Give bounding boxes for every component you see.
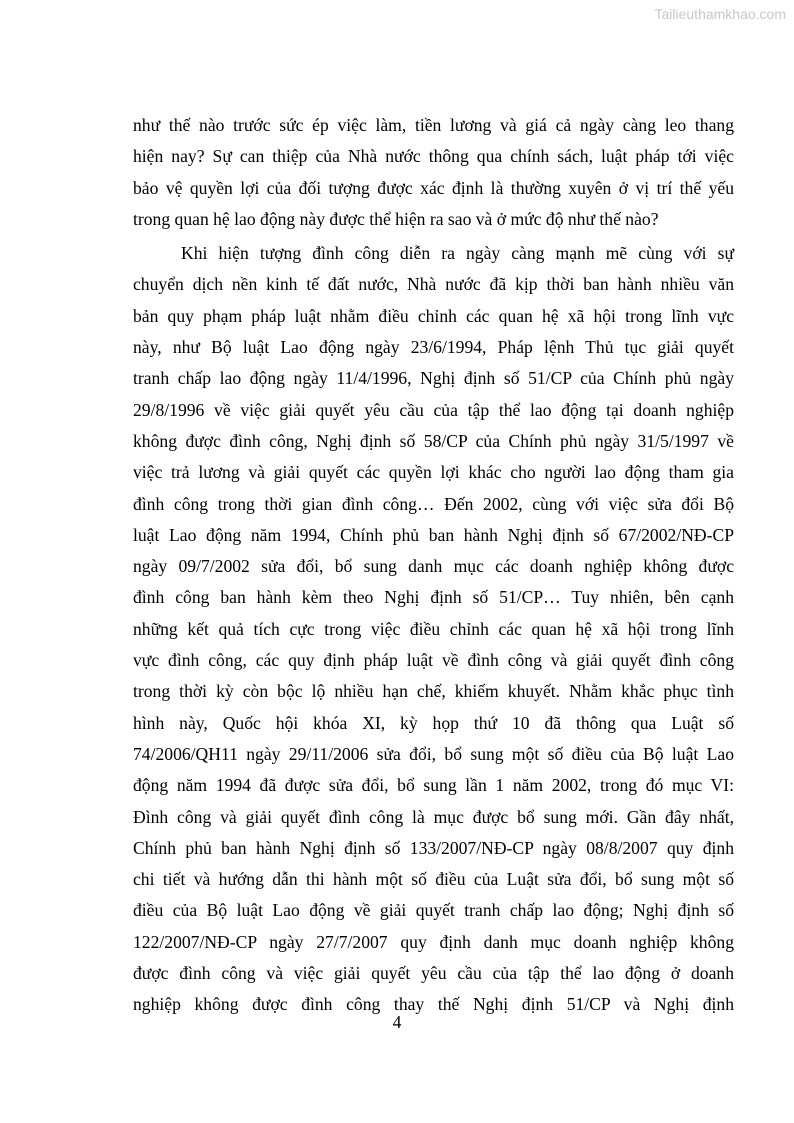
text-line: 29/8/1996 về việc giải quyết yêu cầu của tập thể lao động tại doanh nghiệp bbox=[133, 399, 734, 420]
text-line: trong quan hệ lao động này được thể hiện ra sao và ở mức độ như thế nào? bbox=[133, 208, 659, 229]
page-number: 4 bbox=[392, 1012, 402, 1032]
watermark: Tailieuthamkhao.com bbox=[654, 6, 786, 22]
text-line: hình này, Quốc hội khóa XI, kỳ họp thứ 10 đã thông qua Luật số bbox=[133, 712, 734, 733]
text-line: Khi hiện tượng đình công diễn ra ngày càng mạnh mẽ cùng với sự bbox=[181, 243, 734, 264]
text-line: đình công ban hành kèm theo Nghị định số 51/CP… Tuy nhiên, bên cạnh bbox=[133, 587, 734, 608]
text-line: trong thời kỳ còn bộc lộ nhiều hạn chế, khiếm khuyết. Nhằm khắc phục tình bbox=[133, 681, 734, 702]
text-line: Đình công và giải quyết đình công là mục được bổ sung mới. Gần đây nhất, bbox=[133, 806, 734, 827]
text-line: bản quy phạm pháp luật nhằm điều chỉnh các quan hệ xã hội trong lĩnh vực bbox=[133, 305, 734, 326]
text-line: vực đình công, các quy định pháp luật về đình công và giải quyết đình công bbox=[133, 650, 734, 671]
text-line: được đình công và việc giải quyết yêu cầu của tập thể lao động ở doanh bbox=[133, 963, 734, 984]
text-line: những kết quả tích cực trong việc điều chỉnh các quan hệ xã hội trong lĩnh bbox=[133, 618, 734, 639]
text-line: động năm 1994 đã được sửa đổi, bổ sung lần 1 năm 2002, trong đó mục VI: bbox=[133, 775, 734, 796]
text-line: điều của Bộ luật Lao động về giải quyết tranh chấp lao động; Nghị định số bbox=[133, 900, 734, 921]
text-line: nghiệp không được đình công thay thế Nghị định 51/CP và Nghị định bbox=[133, 994, 734, 1015]
paragraph-2 bbox=[133, 238, 734, 1020]
text-line: luật Lao động năm 1994, Chính phủ ban hành Nghị định số 67/2002/NĐ-CP bbox=[133, 524, 734, 545]
text-line: đình công trong thời gian đình công… Đến 2002, cùng với việc sửa đổi Bộ bbox=[133, 493, 734, 514]
paragraph-1 bbox=[133, 110, 734, 235]
text-line: hiện nay? Sự can thiệp của Nhà nước thông qua chính sách, luật pháp tới việc bbox=[133, 146, 734, 167]
text-line: Chính phủ ban hành Nghị định số 133/2007/NĐ-CP ngày 08/8/2007 quy định bbox=[133, 837, 734, 858]
text-line: chi tiết và hướng dẫn thi hành một số điều của Luật sửa đổi, bổ sung một số bbox=[133, 869, 734, 890]
text-line: không được đình công, Nghị định số 58/CP của Chính phủ ngày 31/5/1997 về bbox=[133, 430, 734, 451]
text-line: ngày 09/7/2002 sửa đổi, bổ sung danh mục các doanh nghiệp không được bbox=[133, 556, 734, 577]
text-line: việc trả lương và giải quyết các quyền lợi khác cho người lao động tham gia bbox=[133, 462, 734, 483]
body-text bbox=[133, 110, 734, 1021]
text-line: bảo vệ quyền lợi của đối tượng được xác định là thường xuyên ở vị trí thế yếu bbox=[133, 177, 734, 198]
text-line: tranh chấp lao động ngày 11/4/1996, Nghị định số 51/CP của Chính phủ ngày bbox=[133, 368, 734, 389]
text-line: này, như Bộ luật Lao động ngày 23/6/1994, Pháp lệnh Thủ tục giải quyết bbox=[133, 337, 734, 358]
text-line: như thế nào trước sức ép việc làm, tiền lương và giá cả ngày càng leo thang bbox=[133, 115, 734, 135]
text-line: 74/2006/QH11 ngày 29/11/2006 sửa đổi, bổ sung một số điều của Bộ luật Lao bbox=[133, 743, 734, 764]
text-line: 122/2007/NĐ-CP ngày 27/7/2007 quy định danh mục doanh nghiệp không bbox=[133, 931, 734, 952]
text-line: chuyển dịch nền kinh tế đất nước, Nhà nước đã kịp thời ban hành nhiều văn bbox=[133, 274, 734, 295]
